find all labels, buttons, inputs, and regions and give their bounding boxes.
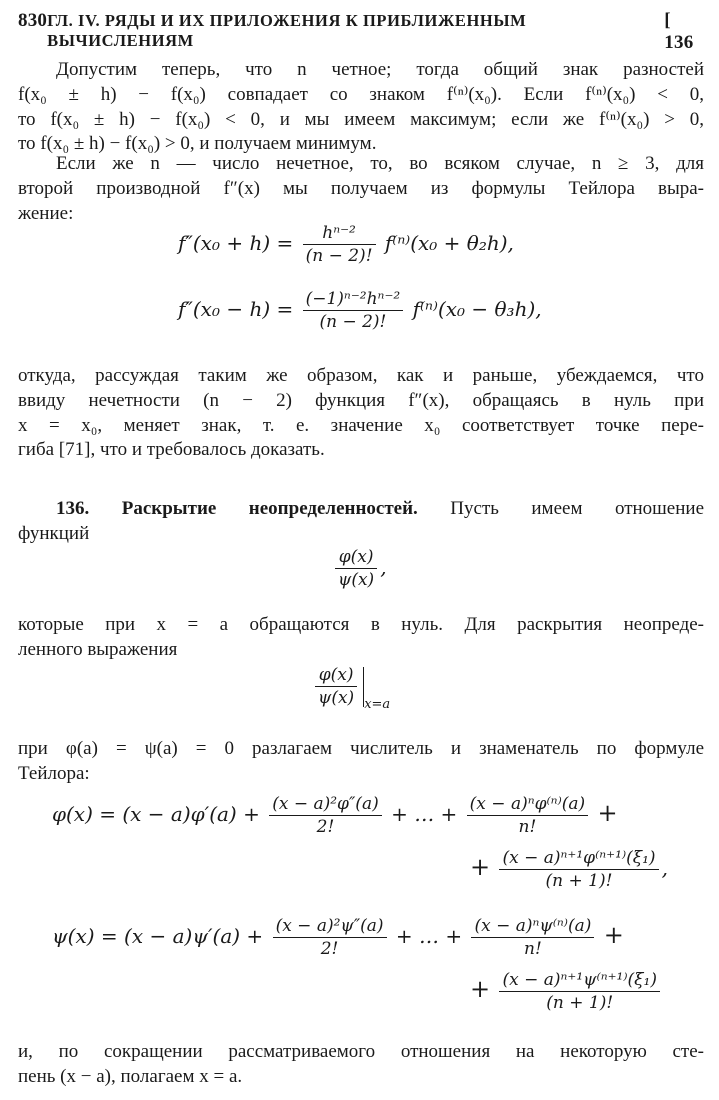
fraction <box>303 222 376 267</box>
text-line: ленного выражения <box>18 638 178 660</box>
fraction-denominator: (n − 2)! <box>319 312 387 332</box>
text-line: и, по сокращении рассматриваемого отношения на некоторую сте- <box>18 1041 704 1062</box>
fraction-numerator: hⁿ⁻² <box>303 222 376 245</box>
text-line <box>18 497 704 522</box>
plus-sign: + <box>597 799 618 827</box>
equation-ratio <box>332 546 387 591</box>
text-line: ввиду нечетности (n − 2) функция f″(x), обращаясь в нуль при <box>18 389 704 411</box>
fraction-denominator: (n − 2)! <box>305 246 373 266</box>
fraction-denominator: (n + 1)! <box>545 871 613 891</box>
fraction <box>273 915 387 960</box>
equation-psi-remainder <box>470 969 663 1014</box>
page-number: 830 <box>18 10 48 31</box>
text-line: второй производной f″(x) мы получаем из формулы Тейлора выра- <box>18 177 704 199</box>
fraction-denominator: (n + 1)! <box>546 993 614 1013</box>
text-line: функций <box>18 522 90 544</box>
text-line: Допустим теперь, что n четное; тогда общий знак разностей <box>56 59 704 80</box>
fraction <box>269 793 382 838</box>
text-line: которые при x = a обращаются в нуль. Для раскрытия неопреде- <box>18 614 704 635</box>
fraction-numerator: (x − a)²φ″(a) <box>269 793 382 816</box>
fraction-numerator: φ(x) <box>315 664 357 687</box>
fraction <box>471 915 594 960</box>
paragraph-final <box>18 1040 704 1090</box>
plus-sign: + <box>470 975 491 1003</box>
fraction-numerator: (x − a)ⁿ⁺¹ψ⁽ⁿ⁺¹⁾(ξ₁) <box>499 969 660 992</box>
plus-sign: + <box>603 921 624 949</box>
paragraph-conclusion <box>18 364 704 463</box>
equation-psi-expansion <box>52 915 624 960</box>
text-line: то f(x₀ ± h) − f(x₀) < 0, и мы имеем максимум; если же f⁽ⁿ⁾(x₀) > 0, <box>18 108 704 130</box>
fraction <box>315 664 357 709</box>
fraction <box>467 793 588 838</box>
text-line: жение: <box>18 202 74 224</box>
evaluation-point: x=a <box>364 697 391 712</box>
section-reference: [ 136 <box>664 10 694 53</box>
paragraph-expand <box>18 737 704 787</box>
section-136-intro <box>18 497 704 547</box>
equation-lhs: φ(x) = (x − a)φ′(a) + <box>52 802 260 826</box>
text-line: при φ(a) = ψ(a) = 0 разлагаем числитель и знаменатель по формуле <box>18 738 704 759</box>
equation-taylor-minus <box>178 288 542 333</box>
equation-tail: , <box>661 856 668 880</box>
fraction-numerator: (x − a)ⁿ⁺¹φ⁽ⁿ⁺¹⁾(ξ₁) <box>499 847 658 870</box>
ellipsis-terms: + … + <box>391 802 458 826</box>
paragraph-indeterminate <box>18 613 704 663</box>
fraction-denominator: n! <box>524 939 542 959</box>
fraction-numerator: (−1)ⁿ⁻²hⁿ⁻² <box>303 288 404 311</box>
section-heading: 136. Раскрытие неопределенностей. <box>56 498 418 519</box>
equation-tail: , <box>380 555 387 579</box>
text-line: гиба [71], что и требовалось доказать. <box>18 439 325 461</box>
fraction <box>499 969 660 1014</box>
fraction-denominator: ψ(x) <box>318 688 355 708</box>
fraction-numerator: (x − a)²ψ″(a) <box>273 915 387 938</box>
fraction-denominator: 2! <box>320 939 339 959</box>
fraction-denominator: ψ(x) <box>338 570 375 590</box>
fraction <box>499 847 658 892</box>
running-header <box>18 10 704 54</box>
equation-lhs: ψ(x) = (x − a)ψ′(a) + <box>52 924 264 948</box>
fraction <box>303 288 404 333</box>
text-line: x = x₀, меняет знак, т. е. значение x₀ соответствует точке пере- <box>18 414 704 436</box>
text-line: Тейлора: <box>18 762 90 784</box>
equation-ratio-at-a <box>312 664 390 712</box>
fraction-denominator: 2! <box>316 817 335 837</box>
paragraph-parity-odd <box>18 152 704 226</box>
section-heading-rest: Пусть имеем отношение <box>450 498 705 519</box>
text-line: пень (x − a), полагаем x = a. <box>18 1065 243 1087</box>
equation-lhs: f″(x₀ − h) = <box>178 297 294 321</box>
text-line: то f(x₀ ± h) − f(x₀) > 0, и получаем минимум. <box>18 133 377 155</box>
plus-sign: + <box>470 853 491 881</box>
fraction-numerator: (x − a)ⁿφ⁽ⁿ⁾(a) <box>467 793 588 816</box>
text-line: f(x₀ ± h) − f(x₀) совпадает со знаком f⁽ⁿ⁾(x₀). Если f⁽ⁿ⁾(x₀) < 0, <box>18 83 704 105</box>
equation-phi-expansion <box>52 793 618 838</box>
equation-rhs: f⁽ⁿ⁾(x₀ + θ₂h), <box>384 231 514 255</box>
paragraph-parity-even <box>18 58 704 157</box>
fraction-denominator: n! <box>518 817 537 837</box>
equation-lhs: f″(x₀ + h) = <box>178 231 294 255</box>
fraction-numerator: (x − a)ⁿψ⁽ⁿ⁾(a) <box>471 915 594 938</box>
fraction <box>335 546 377 591</box>
text-line: Если же n — число нечетное, то, во всяком случае, n ≥ 3, для <box>56 153 704 174</box>
equation-taylor-plus <box>178 222 514 267</box>
chapter-title: ГЛ. IV. РЯДЫ И ИХ ПРИЛОЖЕНИЯ К ПРИБЛИЖЕННЫМ ВЫЧИСЛЕНИЯМ <box>47 11 527 50</box>
equation-phi-remainder <box>470 847 668 892</box>
fraction-numerator: φ(x) <box>335 546 377 569</box>
ellipsis-terms: + … + <box>395 924 463 948</box>
text-line: откуда, рассуждая таким же образом, как и раньше, убеждаемся, что <box>18 365 704 386</box>
equation-rhs: f⁽ⁿ⁾(x₀ − θ₃h), <box>412 297 542 321</box>
